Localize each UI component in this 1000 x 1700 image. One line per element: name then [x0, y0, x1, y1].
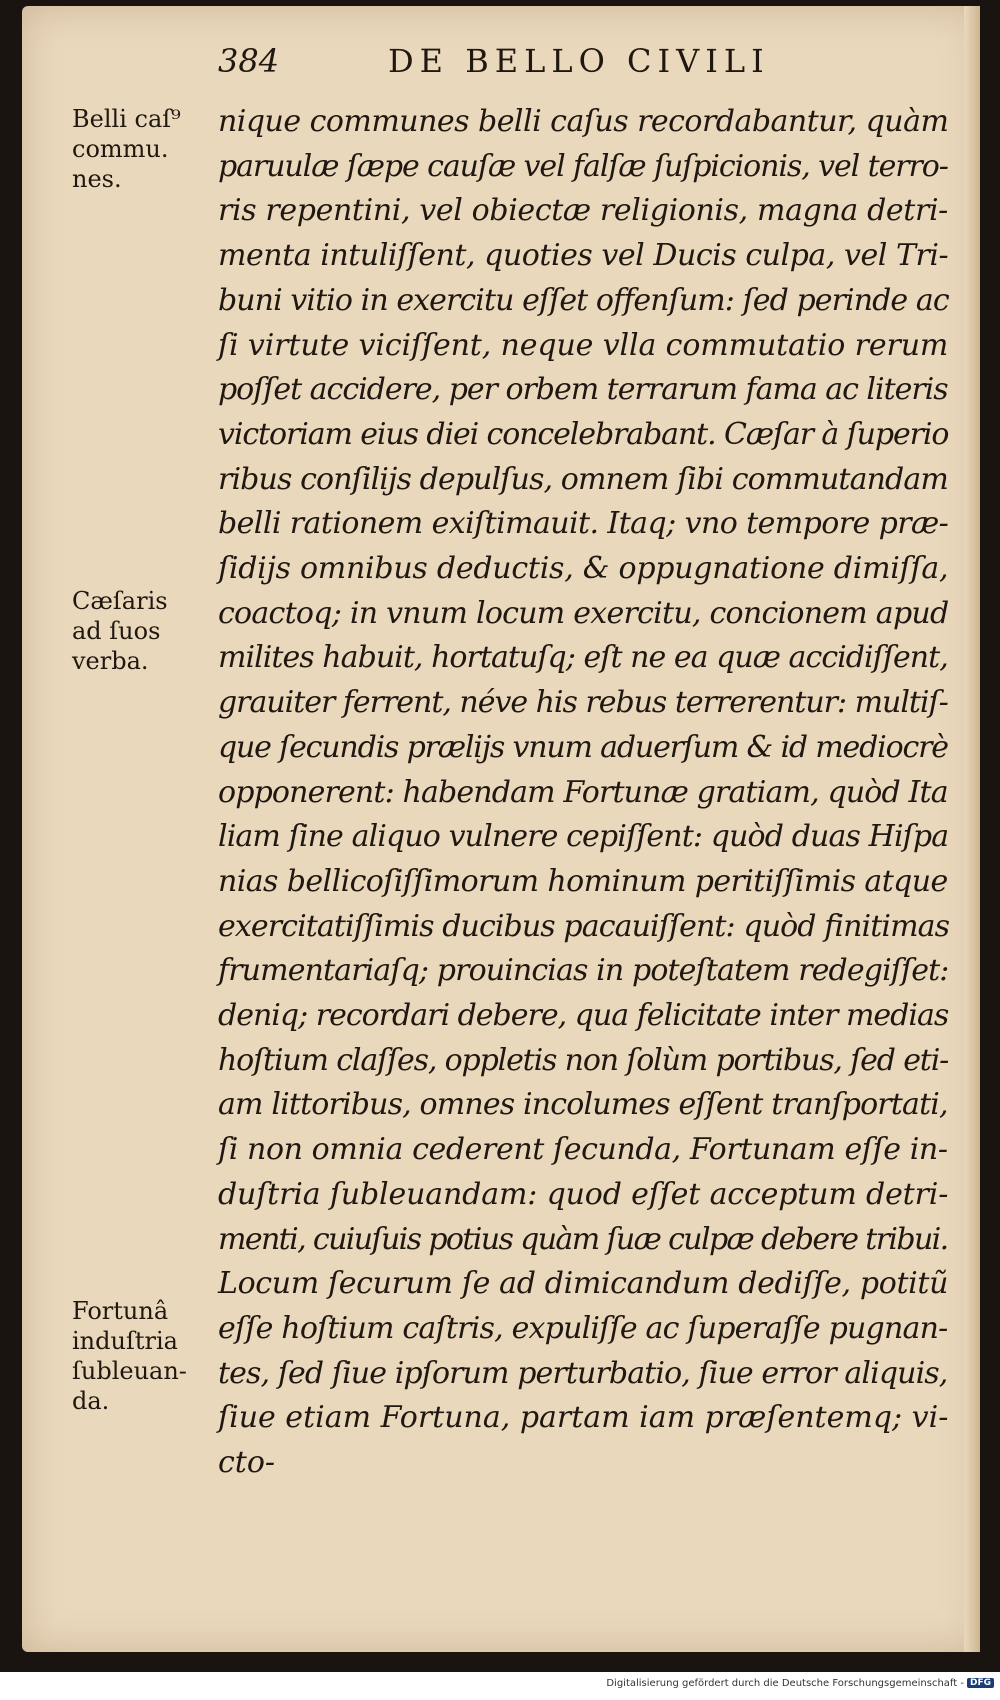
- marginal-line: commu.: [72, 135, 169, 163]
- digitization-footer: [606, 1678, 994, 1689]
- text-line: que ſecundis prælijs vnum aduerſum & id mediocrè: [218, 729, 948, 765]
- text-line: paruulæ ſæpe cauſæ vel falſæ ſuſpicionis, vel terro-: [218, 148, 948, 184]
- marginal-line: Belli caſ⁹: [72, 105, 181, 133]
- text-line: duſtria ſubleuandam: quod eſſet acceptum detri-: [218, 1176, 949, 1212]
- text-line: menti, cuiuſuis potius quàm ſuæ culpæ debere tribui.: [218, 1221, 948, 1257]
- text-line: milites habuit, hortatuſq; eſt ne ea quæ accidiſſent,: [218, 640, 948, 676]
- marginal-line: da.: [72, 1387, 110, 1415]
- text-line: nique communes belli caſus recordabantur, quàm: [218, 104, 949, 139]
- marginal-note: [72, 104, 212, 194]
- page-edge: [964, 6, 980, 1652]
- text-line: poſſet accidere, per orbem terrarum fama ac literis: [218, 372, 948, 408]
- page-number: 384: [218, 42, 280, 80]
- marginal-line: verba.: [72, 647, 149, 675]
- marginal-line: ſubleuan-: [72, 1357, 187, 1385]
- text-line: ſi virtute viciſſent, neque vlla commutatio rerum: [218, 327, 949, 363]
- text-line: menta intuliſſent, quoties vel Ducis culpa, vel Tri-: [218, 238, 949, 274]
- text-line: grauiter ferrent, néve his rebus terrerentur: multiſ-: [218, 685, 948, 721]
- marginal-note: [72, 586, 212, 676]
- text-line: belli rationem exiſtimauit. Itaq; vno tempore præ-: [218, 506, 949, 542]
- text-line: buni vitio in exercitu eſſet offenſum: ſed perinde ac: [218, 282, 949, 318]
- text-line: ſi non omnia cederent ſecunda, Fortunam eſſe in-: [218, 1132, 948, 1168]
- marginal-line: induſtria: [72, 1327, 178, 1355]
- footer-text: Digitalisierung gefördert durch die Deutsche Forschungsgemeinschaft -: [606, 1678, 964, 1689]
- text-line: deniq; recordari debere, qua felicitate inter medias: [218, 998, 949, 1034]
- text-line: frumentariaſq; prouincias in poteſtatem redegiſſet:: [218, 953, 949, 989]
- dfg-logo: DFG: [967, 1678, 994, 1688]
- marginal-note: [72, 1296, 212, 1416]
- text-line: coactoq; in vnum locum exercitu, concionem apud: [218, 595, 949, 631]
- text-line: liam ſine aliquo vulnere cepiſſent: quòd duas Hiſpa: [218, 819, 949, 855]
- marginal-line: ad ſuos: [72, 617, 161, 645]
- text-line: tes, ſed ſiue ipſorum perturbatio, ſiue error aliquis,: [218, 1355, 948, 1391]
- text-line: cto-: [218, 1445, 276, 1481]
- text-line: ſiue etiam Fortuna, partam iam præſentemq; vi-: [218, 1400, 949, 1436]
- text-line: victoriam eius diei concelebrabant. Cæſar à ſuperio: [218, 416, 949, 452]
- marginal-line: nes.: [72, 165, 122, 193]
- text-line: opponerent: habendam Fortunæ gratiam, quòd Ita: [218, 774, 948, 810]
- text-line: eſſe hoſtium caſtris, expuliſſe ac ſuperaſſe pugnan-: [218, 1310, 948, 1346]
- text-line: ris repentini, vel obiectæ religionis, magna detri-: [218, 193, 948, 229]
- text-line: nias bellicoſiſſimorum hominum peritiſſimis atque: [218, 863, 948, 899]
- body-text: [218, 100, 948, 1486]
- text-line: ſidijs omnibus deductis, & oppugnatione dimiſſa,: [218, 551, 949, 587]
- marginal-line: Cæſaris: [72, 587, 168, 615]
- marginal-line: Fortunâ: [72, 1297, 169, 1325]
- page-header: [218, 42, 898, 92]
- text-line: am littoribus, omnes incolumes eſſent tranſportati,: [218, 1087, 948, 1123]
- text-line: Locum ſecurum ſe ad dimicandum dediſſe, potitũ: [218, 1266, 949, 1302]
- text-line: exercitatiſſimis ducibus pacauiſſent: quòd finitimas: [218, 908, 950, 944]
- running-title: DE BELLO CIVILI: [388, 42, 770, 80]
- text-line: hoſtium claſſes, oppletis non ſolùm portibus, ſed eti-: [218, 1042, 949, 1078]
- text-line: ribus conſilijs depulſus, omnem ſibi commutandam: [218, 461, 948, 497]
